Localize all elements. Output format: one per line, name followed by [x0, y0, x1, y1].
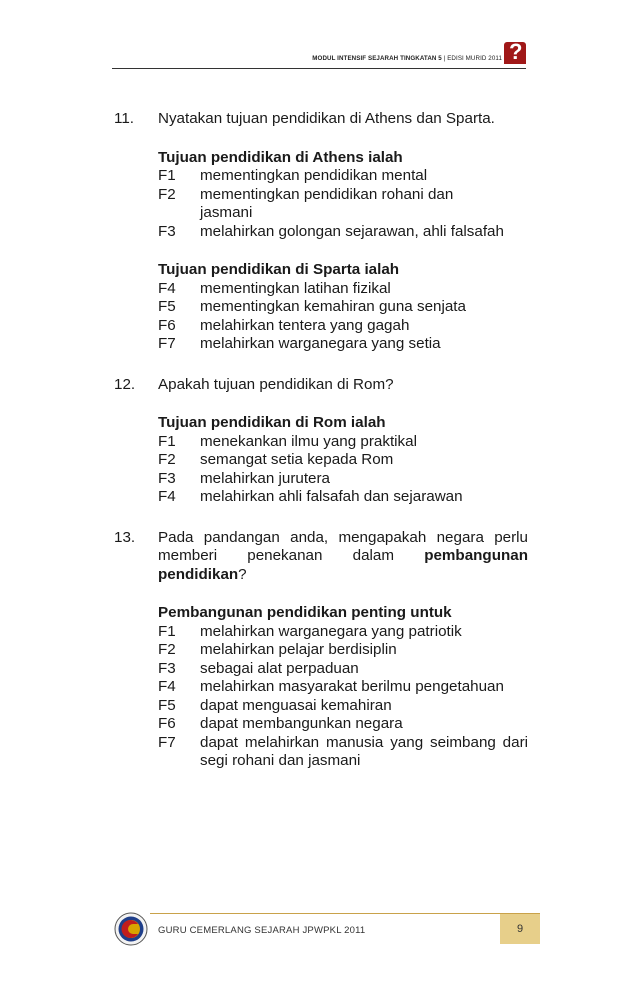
page-number: 9: [500, 914, 540, 944]
question-text: Apakah tujuan pendidikan di Rom?: [158, 375, 394, 393]
answer-item: F5 mementingkan kemahiran guna senjata: [158, 298, 466, 315]
answer-item: F3 melahirkan golongan sejarawan, ahli falsafah: [158, 222, 504, 240]
question-12: [114, 376, 528, 395]
answer-item: F2 semangat setia kepada Rom: [158, 451, 394, 468]
answer-item: F2 mementingkan pendidikan rohani dan jasmani: [158, 185, 454, 221]
answer-item: F3 melahirkan jurutera: [158, 469, 330, 487]
question-mark-icon: ?: [504, 42, 526, 64]
answer-heading: Tujuan pendidikan di Sparta ialah: [158, 261, 400, 278]
answer-item: F4 melahirkan ahli falsafah dan sejarawan: [158, 488, 463, 505]
answer-heading: Pembangunan pendidikan penting untuk: [158, 604, 452, 621]
question-text: Pada pandangan anda, mengapakah negara perlu memberi penekanan dalam pembangunan pendidikan?: [158, 528, 528, 583]
answer-item: F3 sebagai alat perpaduan: [158, 659, 359, 677]
answer-item: F6 melahirkan tentera yang gagah: [158, 316, 410, 334]
question-13: [114, 529, 528, 585]
answer-item: F1 melahirkan warganegara yang patriotik: [158, 622, 462, 640]
footer-divider: [150, 913, 540, 914]
question-number: 12.: [114, 375, 136, 393]
question-number: 13.: [114, 528, 136, 546]
answer-item: F7 melahirkan warganegara yang setia: [158, 335, 441, 352]
page-header: [112, 40, 526, 69]
answer-item: F1 mementingkan pendidikan mental: [158, 167, 428, 184]
question-text: Nyatakan tujuan pendidikan di Athens dan Sparta.: [158, 110, 495, 127]
answer-heading: Tujuan pendidikan di Rom ialah: [158, 414, 386, 431]
answer-item: F1 menekankan ilmu yang praktikal: [158, 432, 417, 450]
question-11: [114, 110, 528, 129]
answer-item: F4 melahirkan masyarakat berilmu pengetahuan: [158, 678, 504, 695]
question-number: 11.: [114, 110, 134, 127]
answer-item: F7 dapat melahirkan manusia yang seimbang dari segi rohani dan jasmani: [158, 733, 528, 769]
header-title: MODUL INTENSIF SEJARAH TINGKATAN 5 | EDISI MURID 2011: [312, 55, 502, 62]
answer-item: F6 dapat membangunkan negara: [158, 715, 403, 732]
answer-item: F2 melahirkan pelajar berdisiplin: [158, 641, 397, 658]
jpwpkl-logo-icon: [114, 912, 148, 946]
main-content: [114, 110, 528, 771]
answer-item: F4 mementingkan latihan fizikal: [158, 279, 391, 297]
footer-text: GURU CEMERLANG SEJARAH JPWPKL 2011: [158, 925, 366, 936]
answer-heading: Tujuan pendidikan di Athens ialah: [158, 148, 403, 166]
answer-item: F5 dapat menguasai kemahiran: [158, 696, 392, 714]
